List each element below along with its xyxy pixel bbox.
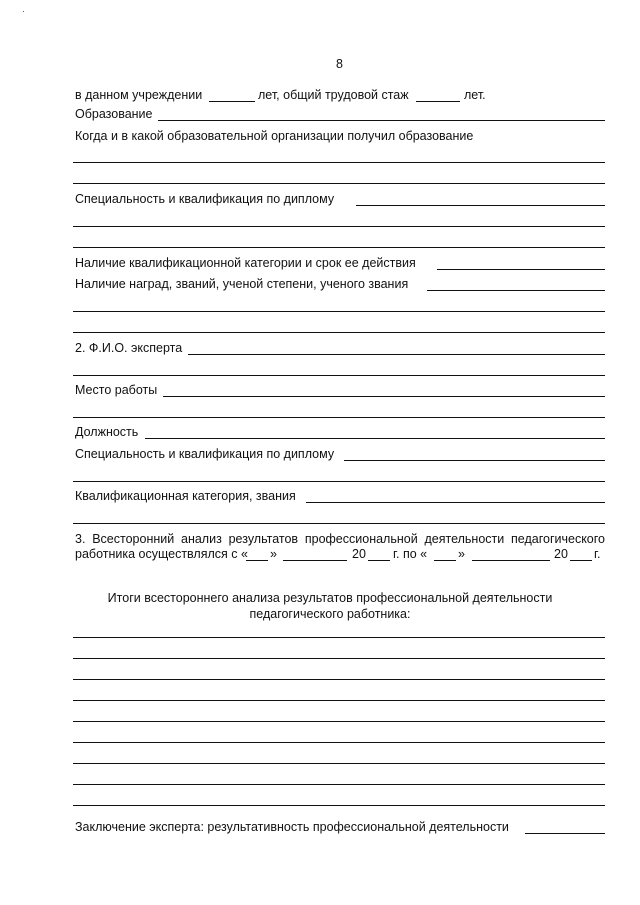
when-where-field-2[interactable] xyxy=(73,183,605,184)
results-line-7[interactable] xyxy=(73,763,605,764)
start-day-blank[interactable] xyxy=(246,560,268,561)
start-month-blank[interactable] xyxy=(283,560,347,561)
category-term-field[interactable] xyxy=(437,269,605,270)
conclusion-field[interactable] xyxy=(525,833,605,834)
awards-field-3[interactable] xyxy=(73,332,605,333)
end-year-prefix: 20 xyxy=(554,547,568,561)
analysis-period-line-1: 3. Всесторонний анализ результатов профессиональной деятельности педагогического xyxy=(75,532,605,546)
years-label: лет. xyxy=(464,88,486,102)
end-date-prefix: г. по « xyxy=(393,547,428,561)
qual-category-label: Квалификационная категория, звания xyxy=(75,489,296,503)
end-year-suffix: г. xyxy=(594,547,601,561)
results-line-1[interactable] xyxy=(73,637,605,638)
specialty-2-label: Специальность и квалификация по диплому xyxy=(75,447,335,461)
total-experience-blank[interactable] xyxy=(416,101,460,102)
education-field[interactable] xyxy=(158,120,605,121)
education-label: Образование xyxy=(75,107,153,121)
specialty-field[interactable] xyxy=(356,205,605,206)
expert-name-field[interactable] xyxy=(188,354,605,355)
specialty-label: Специальность и квалификация по диплому xyxy=(75,192,335,206)
position-field[interactable] xyxy=(145,438,605,439)
position-label: Должность xyxy=(75,425,139,439)
workplace-label: Место работы xyxy=(75,383,158,397)
tenure-label: в данном учреждении xyxy=(75,88,203,102)
results-line-3[interactable] xyxy=(73,679,605,680)
results-line-6[interactable] xyxy=(73,742,605,743)
end-month-blank[interactable] xyxy=(472,560,550,561)
analysis-period-prefix: работника осуществлялся с « xyxy=(75,547,248,561)
conclusion-label: Заключение эксперта: результативность профессиональной деятельности xyxy=(75,820,509,834)
scan-speck xyxy=(23,11,24,12)
awards-field-2[interactable] xyxy=(73,311,605,312)
total-experience-label: лет, общий трудовой стаж xyxy=(258,88,409,102)
results-title-line-2: педагогического работника: xyxy=(249,607,411,621)
when-where-label: Когда и в какой образовательной организации получил образование xyxy=(75,129,474,143)
qual-category-field-2[interactable] xyxy=(73,523,605,524)
specialty-field-3[interactable] xyxy=(73,247,605,248)
expert-name-label: 2. Ф.И.О. эксперта xyxy=(75,341,183,355)
workplace-field[interactable] xyxy=(163,396,605,397)
results-line-5[interactable] xyxy=(73,721,605,722)
results-line-4[interactable] xyxy=(73,700,605,701)
results-line-8[interactable] xyxy=(73,784,605,785)
qual-category-field[interactable] xyxy=(306,502,605,503)
specialty-2-field[interactable] xyxy=(344,460,605,461)
start-year-prefix: 20 xyxy=(352,547,366,561)
end-year-blank[interactable] xyxy=(570,560,592,561)
specialty-field-2[interactable] xyxy=(73,226,605,227)
awards-label: Наличие наград, званий, ученой степени, ученого звания xyxy=(75,277,409,291)
page-number: 8 xyxy=(336,57,343,71)
workplace-field-2[interactable] xyxy=(73,417,605,418)
end-day-blank[interactable] xyxy=(434,560,456,561)
category-term-label: Наличие квалификационной категории и срок ее действия xyxy=(75,256,416,270)
when-where-field-1[interactable] xyxy=(73,162,605,163)
expert-name-field-2[interactable] xyxy=(73,375,605,376)
start-day-close-quote: » xyxy=(270,547,277,561)
results-title-line-1: Итоги всестороннего анализа результатов профессиональной деятельности xyxy=(107,591,553,605)
awards-field[interactable] xyxy=(427,290,605,291)
start-year-blank[interactable] xyxy=(368,560,390,561)
end-day-close-quote: » xyxy=(458,547,465,561)
results-line-9[interactable] xyxy=(73,805,605,806)
tenure-blank[interactable] xyxy=(209,101,255,102)
results-line-2[interactable] xyxy=(73,658,605,659)
specialty-2-field-2[interactable] xyxy=(73,481,605,482)
